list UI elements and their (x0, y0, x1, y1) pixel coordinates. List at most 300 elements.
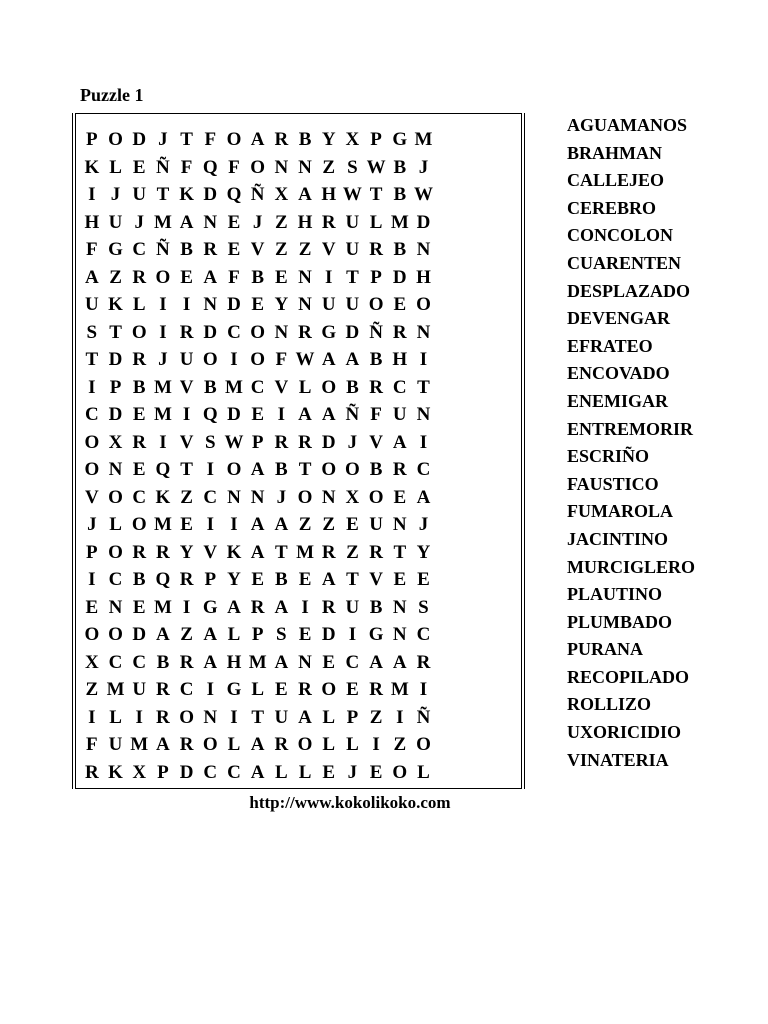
grid-cell[interactable]: B (369, 349, 383, 370)
grid-cell[interactable]: L (298, 376, 312, 398)
grid-cell[interactable]: A (321, 404, 336, 425)
grid-cell[interactable]: P (251, 431, 264, 453)
grid-cell[interactable]: H (226, 651, 242, 673)
grid-cell[interactable]: Q (155, 459, 171, 480)
grid-cell[interactable]: N (108, 459, 123, 480)
grid-cell[interactable]: O (416, 294, 431, 315)
grid-cell[interactable]: O (108, 486, 123, 508)
grid-cell[interactable]: X (274, 184, 289, 205)
grid-cell[interactable]: I (230, 349, 238, 370)
grid-cell[interactable]: C (108, 651, 123, 673)
grid-cell[interactable]: V (203, 541, 218, 563)
grid-cell[interactable]: Ñ (345, 404, 360, 425)
grid-cell[interactable]: E (298, 569, 312, 590)
grid-cell[interactable]: N (392, 596, 407, 618)
grid-cell[interactable]: E (322, 651, 336, 673)
grid-cell[interactable]: J (347, 431, 358, 453)
grid-cell[interactable]: A (156, 624, 170, 645)
grid-cell[interactable]: Q (202, 156, 218, 178)
grid-cell[interactable]: K (179, 184, 194, 205)
grid-cell[interactable]: M (106, 679, 125, 700)
grid-cell[interactable]: Z (180, 486, 193, 508)
grid-cell[interactable]: U (108, 211, 123, 233)
grid-cell[interactable]: D (179, 761, 194, 783)
grid-cell[interactable]: I (348, 624, 357, 645)
grid-cell[interactable]: I (159, 431, 167, 453)
grid-cell[interactable]: F (228, 266, 240, 288)
grid-cell[interactable]: A (392, 651, 407, 673)
grid-cell[interactable]: Ñ (156, 239, 170, 260)
grid-cell[interactable]: T (85, 349, 99, 370)
grid-cell[interactable]: S (418, 596, 429, 618)
grid-cell[interactable]: Q (202, 404, 218, 425)
grid-cell[interactable]: J (87, 514, 97, 535)
grid-cell[interactable]: R (369, 239, 383, 260)
grid-cell[interactable]: P (109, 376, 122, 398)
grid-cell[interactable]: R (132, 349, 147, 370)
grid-cell[interactable]: O (321, 376, 337, 398)
grid-cell[interactable]: S (276, 624, 287, 645)
grid-cell[interactable]: R (369, 679, 383, 700)
grid-cell[interactable]: X (84, 651, 99, 673)
grid-cell[interactable]: C (132, 239, 147, 260)
grid-cell[interactable]: D (345, 321, 360, 343)
grid-cell[interactable]: U (84, 294, 99, 315)
grid-cell[interactable]: K (84, 156, 100, 178)
grid-cell[interactable]: I (419, 349, 428, 370)
grid-cell[interactable]: U (345, 596, 360, 618)
grid-cell[interactable]: O (84, 431, 100, 453)
grid-cell[interactable]: H (321, 184, 337, 205)
grid-cell[interactable]: Z (393, 734, 407, 755)
grid-cell[interactable]: O (131, 321, 147, 343)
grid-cell[interactable]: Z (85, 679, 99, 700)
grid-cell[interactable]: U (274, 706, 289, 728)
grid-cell[interactable]: K (155, 486, 171, 508)
grid-cell[interactable]: O (179, 706, 194, 728)
grid-cell[interactable]: B (298, 129, 312, 150)
grid-cell[interactable]: H (392, 349, 408, 370)
grid-cell[interactable]: I (230, 514, 238, 535)
grid-cell[interactable]: N (203, 294, 218, 315)
grid-cell[interactable]: O (297, 486, 313, 508)
grid-cell[interactable]: A (321, 569, 336, 590)
grid-cell[interactable]: R (392, 459, 407, 480)
grid-cell[interactable]: W (224, 431, 244, 453)
grid-cell[interactable]: I (419, 431, 428, 453)
grid-cell[interactable]: C (345, 651, 360, 673)
grid-cell[interactable]: T (417, 376, 430, 398)
grid-cell[interactable]: R (179, 734, 194, 755)
grid-cell[interactable]: D (227, 294, 241, 315)
grid-cell[interactable]: U (321, 294, 336, 315)
grid-cell[interactable]: N (298, 651, 312, 673)
grid-cell[interactable]: T (180, 459, 193, 480)
grid-cell[interactable]: M (225, 376, 243, 398)
grid-cell[interactable]: D (392, 266, 407, 288)
grid-cell[interactable]: I (396, 706, 404, 728)
grid-cell[interactable]: L (298, 761, 312, 783)
grid-cell[interactable]: V (369, 431, 383, 453)
grid-cell[interactable]: B (275, 569, 288, 590)
grid-cell[interactable]: Z (322, 514, 336, 535)
grid-cell[interactable]: N (250, 486, 265, 508)
grid-cell[interactable]: U (132, 184, 147, 205)
grid-cell[interactable]: N (392, 624, 407, 645)
grid-cell[interactable]: O (84, 459, 100, 480)
grid-cell[interactable]: I (182, 596, 191, 618)
grid-cell[interactable]: Z (109, 266, 122, 288)
grid-cell[interactable]: R (179, 569, 194, 590)
grid-cell[interactable]: D (108, 349, 123, 370)
grid-cell[interactable]: O (250, 349, 266, 370)
grid-cell[interactable]: D (321, 431, 336, 453)
grid-cell[interactable]: N (274, 321, 289, 343)
grid-cell[interactable]: C (392, 376, 407, 398)
grid-cell[interactable]: E (227, 239, 241, 260)
grid-cell[interactable]: C (416, 459, 431, 480)
grid-cell[interactable]: Z (322, 156, 336, 178)
grid-cell[interactable]: N (416, 404, 431, 425)
grid-cell[interactable]: P (86, 129, 98, 150)
grid-cell[interactable]: A (250, 541, 265, 563)
grid-cell[interactable]: V (321, 239, 336, 260)
grid-cell[interactable]: D (416, 211, 431, 233)
grid-cell[interactable]: L (109, 156, 122, 178)
grid-cell[interactable]: A (156, 734, 170, 755)
grid-cell[interactable]: A (250, 514, 265, 535)
grid-cell[interactable]: B (156, 651, 170, 673)
grid-cell[interactable]: R (274, 129, 289, 150)
grid-cell[interactable]: J (418, 514, 429, 535)
grid-cell[interactable]: F (370, 404, 382, 425)
grid-cell[interactable]: T (298, 459, 312, 480)
grid-cell[interactable]: B (393, 184, 407, 205)
grid-cell[interactable]: B (203, 376, 217, 398)
grid-cell[interactable]: U (179, 349, 194, 370)
grid-cell[interactable]: Z (180, 624, 193, 645)
grid-cell[interactable]: I (206, 679, 214, 700)
grid-cell[interactable]: I (182, 404, 191, 425)
grid-cell[interactable]: Z (346, 541, 359, 563)
grid-cell[interactable]: U (369, 514, 383, 535)
grid-cell[interactable]: C (416, 624, 431, 645)
grid-cell[interactable]: R (274, 734, 289, 755)
grid-cell[interactable]: I (230, 706, 238, 728)
grid-cell[interactable]: Ñ (250, 184, 265, 205)
grid-cell[interactable]: L (109, 706, 122, 728)
grid-cell[interactable]: A (84, 266, 99, 288)
grid-cell[interactable]: E (180, 266, 193, 288)
grid-cell[interactable]: W (413, 184, 433, 205)
grid-cell[interactable]: L (417, 761, 430, 783)
grid-cell[interactable]: X (132, 761, 147, 783)
grid-cell[interactable]: N (298, 266, 312, 288)
grid-cell[interactable]: Ñ (369, 321, 383, 343)
grid-cell[interactable]: B (346, 376, 359, 398)
grid-cell[interactable]: S (347, 156, 358, 178)
grid-cell[interactable]: E (227, 211, 241, 233)
grid-cell[interactable]: F (180, 156, 193, 178)
grid-cell[interactable]: I (277, 404, 286, 425)
grid-cell[interactable]: N (227, 486, 241, 508)
grid-cell[interactable]: U (345, 294, 360, 315)
grid-cell[interactable]: H (416, 266, 431, 288)
grid-cell[interactable]: P (204, 569, 217, 590)
grid-cell[interactable]: X (108, 431, 123, 453)
grid-cell[interactable]: J (347, 761, 358, 783)
grid-cell[interactable]: R (156, 541, 170, 563)
grid-cell[interactable]: D (203, 321, 218, 343)
grid-cell[interactable]: F (204, 129, 217, 150)
grid-cell[interactable]: T (109, 321, 122, 343)
grid-cell[interactable]: Q (155, 569, 171, 590)
grid-cell[interactable]: T (346, 569, 359, 590)
grid-cell[interactable]: D (227, 404, 241, 425)
grid-cell[interactable]: I (88, 184, 96, 205)
grid-cell[interactable]: E (251, 404, 264, 425)
grid-cell[interactable]: O (108, 624, 123, 645)
grid-cell[interactable]: E (275, 679, 288, 700)
grid-cell[interactable]: R (132, 541, 147, 563)
grid-cell[interactable]: I (206, 514, 214, 535)
grid-cell[interactable]: B (369, 459, 383, 480)
grid-cell[interactable]: L (369, 211, 383, 233)
grid-cell[interactable]: R (156, 679, 170, 700)
grid-cell[interactable]: A (203, 624, 218, 645)
grid-cell[interactable]: O (321, 679, 337, 700)
grid-cell[interactable]: O (84, 624, 100, 645)
grid-cell[interactable]: V (179, 431, 194, 453)
grid-cell[interactable]: M (414, 129, 433, 150)
grid-cell[interactable]: U (345, 239, 360, 260)
grid-cell[interactable]: F (86, 734, 98, 755)
grid-cell[interactable]: M (153, 376, 172, 398)
grid-cell[interactable]: V (84, 486, 99, 508)
grid-cell[interactable]: O (368, 486, 384, 508)
grid-cell[interactable]: A (345, 349, 360, 370)
grid-cell[interactable]: A (298, 404, 312, 425)
grid-cell[interactable]: A (250, 761, 265, 783)
grid-cell[interactable]: T (251, 706, 264, 728)
grid-cell[interactable]: N (416, 321, 431, 343)
grid-cell[interactable]: E (132, 596, 146, 618)
grid-cell[interactable]: L (275, 761, 288, 783)
grid-cell[interactable]: Z (298, 514, 312, 535)
grid-cell[interactable]: C (84, 404, 99, 425)
grid-cell[interactable]: Z (369, 706, 383, 728)
grid-cell[interactable]: E (298, 624, 312, 645)
grid-cell[interactable]: A (321, 349, 336, 370)
grid-cell[interactable]: M (248, 651, 267, 673)
grid-cell[interactable]: E (132, 459, 146, 480)
grid-cell[interactable]: O (202, 734, 218, 755)
grid-cell[interactable]: B (251, 266, 264, 288)
grid-cell[interactable]: N (392, 514, 407, 535)
grid-cell[interactable]: I (419, 679, 428, 700)
grid-cell[interactable]: V (179, 376, 194, 398)
grid-cell[interactable]: I (182, 294, 191, 315)
grid-cell[interactable]: P (86, 541, 98, 563)
grid-cell[interactable]: J (110, 184, 121, 205)
grid-cell[interactable]: I (206, 459, 214, 480)
grid-cell[interactable]: Y (321, 129, 336, 150)
grid-cell[interactable]: C (132, 486, 147, 508)
grid-cell[interactable]: P (370, 129, 382, 150)
grid-cell[interactable]: W (342, 184, 362, 205)
grid-cell[interactable]: M (390, 679, 409, 700)
grid-cell[interactable]: O (345, 459, 360, 480)
grid-cell[interactable]: R (369, 376, 383, 398)
grid-cell[interactable]: M (390, 211, 409, 233)
grid-cell[interactable]: O (321, 459, 337, 480)
grid-cell[interactable]: N (321, 486, 336, 508)
grid-cell[interactable]: H (297, 211, 313, 233)
grid-cell[interactable]: Z (275, 211, 288, 233)
grid-cell[interactable]: C (250, 376, 265, 398)
grid-cell[interactable]: N (203, 211, 218, 233)
grid-cell[interactable]: L (322, 706, 336, 728)
grid-cell[interactable]: M (153, 596, 172, 618)
grid-cell[interactable]: G (108, 239, 123, 260)
grid-cell[interactable]: A (274, 514, 289, 535)
grid-cell[interactable]: R (179, 321, 194, 343)
grid-cell[interactable]: O (131, 514, 147, 535)
grid-cell[interactable]: L (251, 679, 264, 700)
grid-cell[interactable]: P (251, 624, 264, 645)
grid-cell[interactable]: F (275, 349, 288, 370)
grid-cell[interactable]: E (251, 294, 264, 315)
grid-cell[interactable]: I (88, 706, 96, 728)
grid-cell[interactable]: A (179, 211, 194, 233)
grid-cell[interactable]: X (345, 486, 360, 508)
grid-cell[interactable]: B (369, 596, 383, 618)
grid-cell[interactable]: M (153, 514, 172, 535)
grid-cell[interactable]: R (369, 541, 383, 563)
grid-cell[interactable]: G (226, 679, 242, 700)
grid-cell[interactable]: L (227, 624, 241, 645)
grid-cell[interactable]: G (202, 596, 218, 618)
grid-cell[interactable]: C (179, 679, 194, 700)
grid-cell[interactable]: M (153, 404, 172, 425)
grid-cell[interactable]: J (252, 211, 263, 233)
grid-cell[interactable]: E (393, 486, 407, 508)
grid-cell[interactable]: A (298, 706, 312, 728)
grid-cell[interactable]: N (298, 156, 312, 178)
grid-cell[interactable]: N (274, 156, 289, 178)
grid-cell[interactable]: N (416, 239, 431, 260)
grid-cell[interactable]: I (88, 376, 96, 398)
grid-cell[interactable]: O (226, 129, 242, 150)
grid-cell[interactable]: R (298, 679, 312, 700)
grid-cell[interactable]: L (132, 294, 146, 315)
grid-cell[interactable]: O (155, 266, 171, 288)
grid-cell[interactable]: E (346, 679, 359, 700)
grid-cell[interactable]: V (274, 376, 289, 398)
grid-cell[interactable]: R (321, 541, 336, 563)
grid-cell[interactable]: O (226, 459, 242, 480)
grid-cell[interactable]: O (368, 294, 384, 315)
grid-cell[interactable]: J (158, 349, 168, 370)
grid-cell[interactable]: J (158, 129, 168, 150)
grid-cell[interactable]: J (134, 211, 144, 233)
grid-cell[interactable]: R (132, 266, 147, 288)
grid-cell[interactable]: Ñ (416, 706, 431, 728)
grid-cell[interactable]: E (393, 569, 407, 590)
grid-cell[interactable]: W (366, 156, 386, 178)
grid-cell[interactable]: L (346, 734, 359, 755)
grid-cell[interactable]: N (108, 596, 123, 618)
grid-cell[interactable]: B (132, 376, 146, 398)
grid-cell[interactable]: A (369, 651, 383, 673)
grid-cell[interactable]: K (108, 294, 123, 315)
grid-cell[interactable]: E (275, 266, 288, 288)
grid-cell[interactable]: J (276, 486, 287, 508)
grid-cell[interactable]: V (369, 569, 383, 590)
grid-cell[interactable]: E (132, 156, 146, 178)
grid-cell[interactable]: A (203, 266, 218, 288)
grid-cell[interactable]: Y (227, 569, 241, 590)
grid-cell[interactable]: P (370, 266, 382, 288)
grid-cell[interactable]: C (132, 651, 147, 673)
grid-cell[interactable]: R (298, 321, 312, 343)
grid-cell[interactable]: O (297, 734, 313, 755)
grid-cell[interactable]: L (322, 734, 336, 755)
grid-cell[interactable]: O (416, 734, 431, 755)
grid-cell[interactable]: F (86, 239, 98, 260)
grid-cell[interactable]: A (250, 734, 265, 755)
grid-cell[interactable]: O (108, 129, 123, 150)
grid-cell[interactable]: T (156, 184, 170, 205)
grid-cell[interactable]: I (159, 321, 167, 343)
grid-cell[interactable]: A (250, 459, 265, 480)
grid-cell[interactable]: R (392, 321, 407, 343)
grid-cell[interactable]: B (275, 459, 288, 480)
grid-cell[interactable]: T (369, 184, 383, 205)
grid-cell[interactable]: A (416, 486, 431, 508)
grid-cell[interactable]: G (321, 321, 337, 343)
grid-cell[interactable]: O (392, 761, 408, 783)
grid-cell[interactable]: K (108, 761, 123, 783)
grid-cell[interactable]: U (132, 679, 147, 700)
grid-cell[interactable]: Z (298, 239, 312, 260)
grid-cell[interactable]: S (86, 321, 98, 343)
grid-cell[interactable]: B (132, 569, 146, 590)
grid-cell[interactable]: M (153, 211, 172, 233)
grid-cell[interactable]: B (180, 239, 193, 260)
grid-cell[interactable]: F (228, 156, 240, 178)
grid-cell[interactable]: C (203, 486, 218, 508)
grid-cell[interactable]: A (203, 651, 218, 673)
grid-cell[interactable]: E (251, 569, 264, 590)
grid-cell[interactable]: M (130, 734, 149, 755)
grid-cell[interactable]: I (301, 596, 309, 618)
grid-cell[interactable]: C (227, 761, 241, 783)
grid-cell[interactable]: U (392, 404, 407, 425)
grid-cell[interactable]: S (204, 431, 216, 453)
grid-cell[interactable]: D (132, 624, 147, 645)
grid-cell[interactable]: E (417, 569, 430, 590)
grid-cell[interactable]: V (250, 239, 265, 260)
grid-cell[interactable]: R (156, 706, 170, 728)
grid-cell[interactable]: A (274, 596, 289, 618)
grid-cell[interactable]: R (132, 431, 147, 453)
grid-cell[interactable]: D (203, 184, 218, 205)
grid-cell[interactable]: I (135, 706, 143, 728)
grid-cell[interactable]: T (393, 541, 407, 563)
grid-cell[interactable]: R (298, 431, 312, 453)
grid-cell[interactable]: R (84, 761, 99, 783)
